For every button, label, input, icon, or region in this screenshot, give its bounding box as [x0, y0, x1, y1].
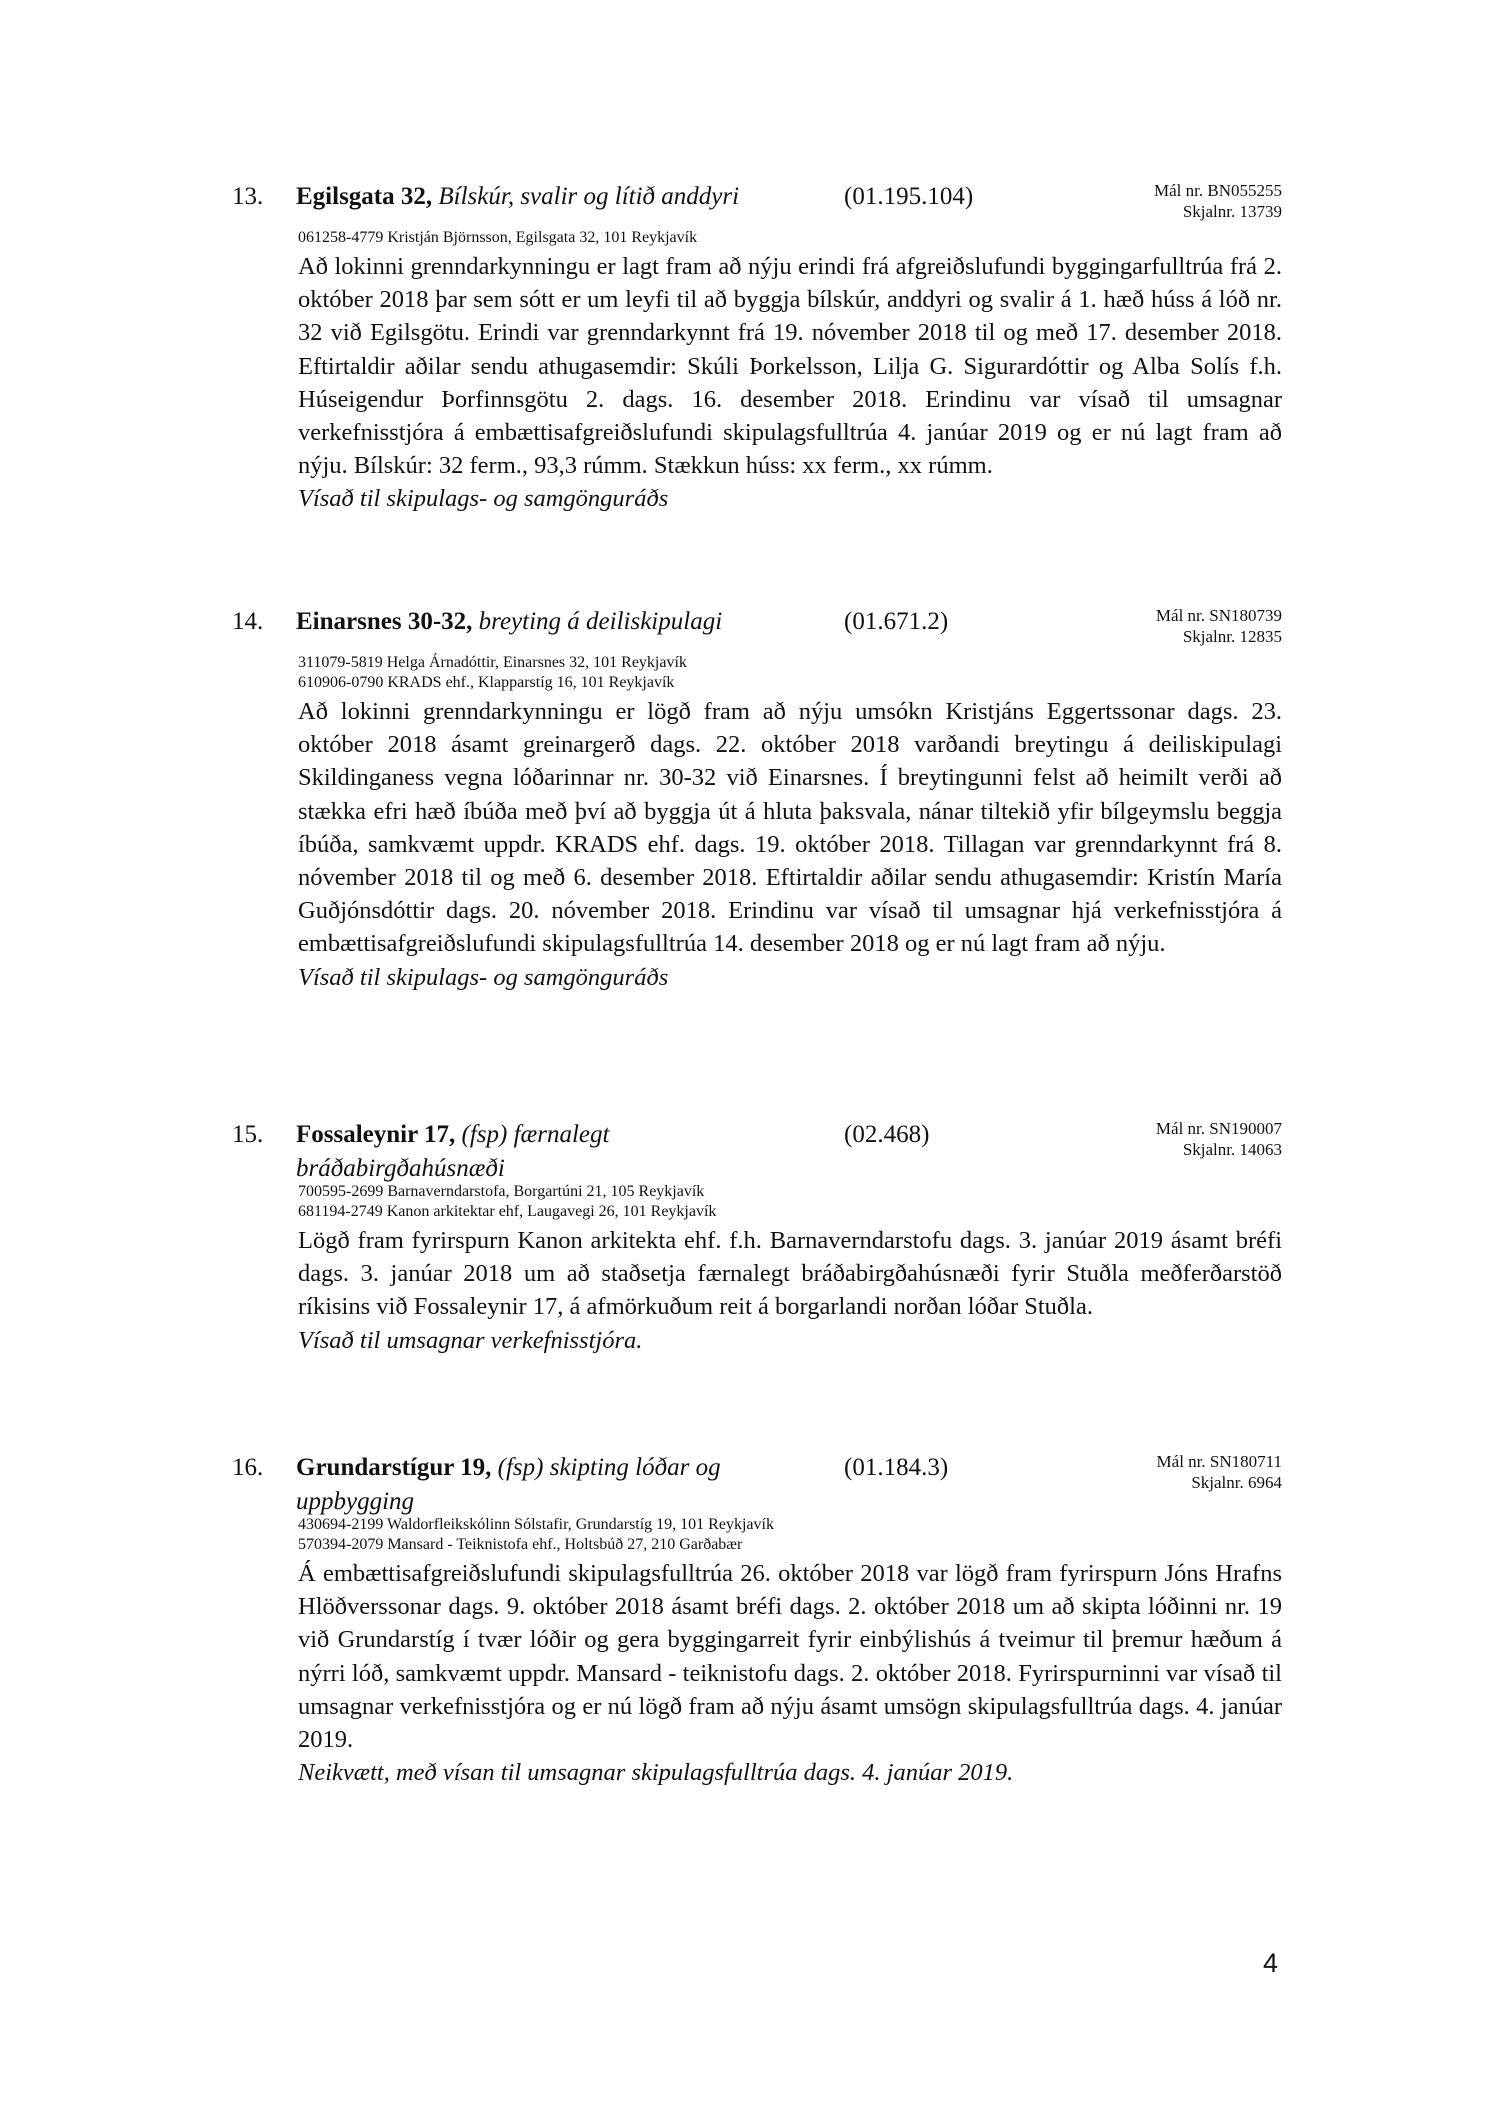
item-case-number: Mál nr. SN180739 [1155, 606, 1282, 625]
item-land-number: (01.671.2) [844, 608, 949, 635]
item-case-info [1154, 180, 1282, 222]
item-case-number: Mál nr. BN055255 [1154, 181, 1282, 200]
item-applicants [298, 1515, 774, 1555]
item-number: 13. [232, 183, 264, 210]
item-description: Bílskúr, svalir og lítið anddyri [438, 183, 740, 210]
item-body [298, 695, 1282, 994]
item-conclusion: Vísað til skipulags- og samgönguráðs [298, 485, 669, 513]
applicant-line: 311079-5819 Helga Árnadóttir, Einarsnes 32, 101 Reykjavík [298, 654, 687, 671]
item-case-info [1157, 1451, 1282, 1493]
item-street: Egilsgata 32, [296, 183, 433, 210]
applicant-line: 430694-2199 Waldorfleikskólinn Sólstafir, Grundarstíg 19, 101 Reykjavík [298, 1516, 774, 1533]
item-number: 15. [232, 1121, 264, 1148]
item-title [296, 180, 816, 214]
item-number: 16. [232, 1454, 264, 1481]
item-street: Grundarstígur 19, [296, 1454, 492, 1481]
item-case-number: Mál nr. SN190007 [1155, 1119, 1282, 1138]
item-description: (fsp) færnalegt bráðabirgðahúsnæði [296, 1121, 610, 1182]
item-applicants [298, 228, 697, 248]
item-title [296, 1451, 796, 1519]
item-text: Að lokinni grenndarkynningu er lagt fram að nýju erindi frá afgreiðslufundi byggingarfulltrúa frá 2. október 2018 þar sem sótt er um leyfi til að byggja bílskúr, anddyri og svalir á 1. hæð húss á lóð nr. 32 við Egilsgötu. Erindi var grenndarkynnt frá 19. nóvember 2018 til og með 17. desember 2018. Eftirtaldir aðilar sendu athugasemdir: Skúli Þorkelsson, Lilja G. Sigurardóttir og Alba Solís f.h. Húseigendur Þorfinnsgötu 2. dags. 16. desember 2018. Erindinu var vísað til umsagnar verkefnisstjóra á embættisafgreiðslufundi skipulagsfulltrúa 4. janúar 2019 og er nú lagt fram að nýju. Bílskúr: 32 ferm., 93,3 rúmm. Stækkun húss: xx ferm., xx rúmm. [298, 253, 1282, 480]
item-description: breyting á deiliskipulagi [478, 608, 723, 635]
item-case-info [1156, 605, 1282, 647]
item-title [296, 1118, 656, 1186]
applicant-line: 700595-2699 Barnaverndarstofa, Borgartúni 21, 105 Reykjavík [298, 1183, 705, 1200]
item-body [298, 1224, 1282, 1357]
item-document-number: Skjalnr. 12835 [1182, 627, 1282, 646]
item-case-info [1156, 1118, 1282, 1160]
item-land-number: (02.468) [844, 1121, 930, 1148]
item-document-number: Skjalnr. 13739 [1182, 202, 1282, 221]
item-number: 14. [232, 608, 264, 635]
applicant-line: 610906-0790 KRADS ehf., Klapparstíg 16, 101 Reykjavík [298, 674, 675, 691]
item-text: Á embættisafgreiðslufundi skipulagsfulltrúa 26. október 2018 var lögð fram fyrirspurn Jóns Hrafns Hlöðverssonar dags. 9. október 2018 ásamt bréfi dags. 2. október 2018 um að skipta lóðinni nr. 19 við Grundarstíg í tvær lóðir og gera byggingarreit fyrir einbýlishús á tveimur til þremur hæðum á nýrri lóð, samkvæmt uppdr. Mansard - teiknistofu dags. 2. október 2018. Fyrirspurninni var vísað til umsagnar verkefnisstjóra og er nú lögð fram að nýju ásamt umsögn skipulagsfulltrúa dags. 4. janúar 2019. [298, 1560, 1282, 1754]
item-text: Lögð fram fyrirspurn Kanon arkitekta ehf. f.h. Barnaverndarstofu dags. 3. janúar 2019 ásamt bréfi dags. 3. janúar 2018 um að staðsetja færnalegt bráðabirgðahúsnæði fyrir Stuðla meðferðarstöð ríkisins við Fossaleynir 17, á afmörkuðum reit á borgarlandi norðan lóðar Stuðla. [298, 1227, 1282, 1321]
item-conclusion: Vísað til umsagnar verkefnisstjóra. [298, 1326, 643, 1354]
item-description: (fsp) skipting lóðar og uppbygging [296, 1454, 721, 1515]
item-text: Að lokinni grenndarkynningu er lögð fram að nýju umsókn Kristjáns Eggertssonar dags. 23. október 2018 ásamt greinargerð dags. 22. október 2018 varðandi breytingu á deiliskipulagi Skildinganess vegna lóðarinnar nr. 30-32 við Einarsnes. Í breytingunni felst að heimilt verði að stækka efri hæð íbúða með því að byggja út á hluta þaksvala, nánar tiltekið yfir bílgeymslu beggja íbúða, samkvæmt uppdr. KRADS ehf. dags. 19. október 2018. Tillagan var grenndarkynnt frá 8. nóvember 2018 til og með 6. desember 2018. Eftirtaldir aðilar sendu athugasemdir: Kristín María Guðjónsdóttir dags. 20. nóvember 2018. Erindinu var vísað til umsagnar hjá verkefnisstjóra á embættisafgreiðslufundi skipulagsfulltrúa 14. desember 2018 og er nú lagt fram að nýju. [298, 698, 1282, 958]
item-street: Fossaleynir 17, [296, 1121, 456, 1148]
applicant-line: 681194-2749 Kanon arkitektar ehf, Laugavegi 26, 101 Reykjavík [298, 1203, 717, 1220]
item-conclusion: Neikvætt, með vísan til umsagnar skipulagsfulltrúa dags. 4. janúar 2019. [298, 1759, 1014, 1787]
item-applicants [298, 653, 687, 693]
item-street: Einarsnes 30-32, [296, 608, 473, 635]
item-body [298, 250, 1282, 516]
applicant-line: 570394-2079 Mansard - Teiknistofa ehf., Holtsbúð 27, 210 Garðabær [298, 1536, 743, 1553]
item-land-number: (01.195.104) [844, 183, 974, 210]
applicant-line: 061258-4779 Kristján Björnsson, Egilsgata 32, 101 Reykjavík [298, 229, 698, 246]
item-conclusion: Vísað til skipulags- og samgönguráðs [298, 963, 669, 991]
item-title [296, 605, 816, 639]
page-number: 4 [1263, 1948, 1279, 1978]
item-applicants [298, 1182, 716, 1222]
item-body [298, 1557, 1282, 1789]
item-document-number: Skjalnr. 6964 [1191, 1473, 1282, 1492]
item-land-number: (01.184.3) [844, 1454, 949, 1481]
item-document-number: Skjalnr. 14063 [1182, 1140, 1282, 1159]
item-case-number: Mál nr. SN180711 [1156, 1452, 1282, 1471]
